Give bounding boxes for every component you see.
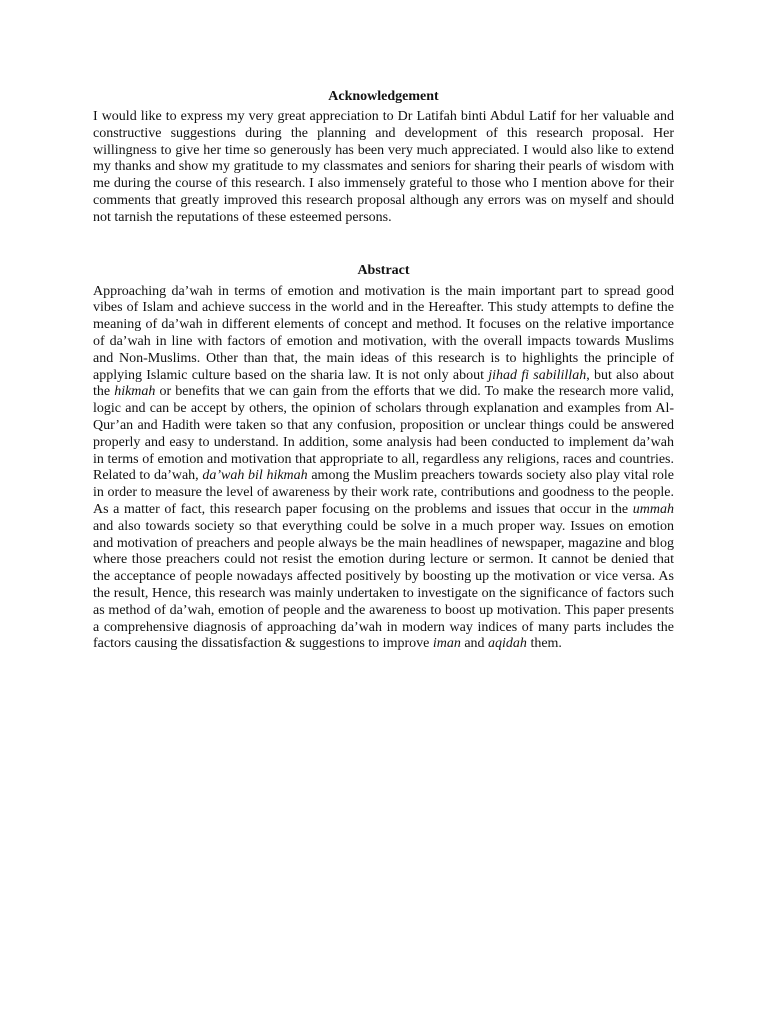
acknowledgement-paragraph: I would like to express my very great appreciation to Dr Latifah binti Abdul Latif for her valuable and constructive suggestions during the planning and development of this research proposal. Her willingness to give her time so generously has been very much appreciated. I would also like to extend my thanks and show my gratitude to my classmates and seniors for sharing their pearls of wisdom with me during the course of this research. I also immensely grateful to those who I mention above for their comments that greatly improved this research proposal although any errors was on myself and should not tarnish the reputations of these esteemed persons. bbox=[93, 109, 674, 225]
document-page bbox=[93, 87, 674, 653]
abstract-segment: or benefits that we can gain from the efforts that we did. To make the research more valid, logic and can be accept by others, the opinion of scholars through explanation and examples from Al-Qur’an and Hadith were taken so that any confusion, proposition or unclear things could be answered properly and easy to understand. In addition, some analysis had been conducted to implement da’wah in terms of emotion and motivation that appropriate to all, regardless any religions, races and countries. Related to da’wah, bbox=[93, 384, 674, 484]
abstract-paragraph bbox=[93, 284, 674, 654]
abstract-segment: , but also about the bbox=[93, 367, 674, 400]
abstract-heading: Abstract bbox=[357, 262, 410, 278]
abstract-segment-italic: jihad fi sabilillah bbox=[488, 367, 587, 383]
abstract-segment-italic: hikmah bbox=[114, 384, 156, 400]
abstract-segment: among the Muslim preachers towards society also play vital role in order to measure the level of awareness by their work rate, contributions and goodness to the people. As a matter of fact, this research paper focusing on the problems and issues that occur in the bbox=[93, 468, 674, 517]
abstract-segment-italic: ummah bbox=[632, 501, 674, 517]
abstract-segment-italic: iman bbox=[432, 636, 461, 652]
abstract-segment: them. bbox=[526, 636, 562, 652]
abstract-segment: and also towards society so that everything could be solve in a much proper way. Issues on emotion and motivation of preachers and people always be the main headlines of newspaper, magazine and blog where those preachers could not resist the emotion during lecture or sermon. It cannot be denied that the acceptance of people nowadays affected positively by boosting up the motivation or vice versa. As the result, Hence, this research was mainly undertaken to investigate on the significance of factors such as method of da’wah, emotion of people and the awareness to boost up motivation. This paper presents a comprehensive diagnosis of approaching da’wah in modern way indices of many parts includes the factors causing the dissatisfaction & suggestions to improve bbox=[93, 518, 674, 652]
abstract-segment: and bbox=[460, 636, 489, 652]
abstract-segment-italic: aqidah bbox=[488, 636, 527, 652]
abstract-segment: Approaching da’wah in terms of emotion and motivation is the main important part to spread good vibes of Islam and achieve success in the world and in the Hereafter. This study attempts to define the meaning of da’wah in different elements of concept and method. It focuses on the relative importance of da’wah in line with factors of emotion and motivation, with the overall impacts towards Muslims and Non-Muslims. Other than that, the main ideas of this research is to highlights the principle of applying Islamic culture based on the sharia law. It is not only about bbox=[93, 283, 674, 383]
abstract-segment-italic: da’wah bil hikmah bbox=[202, 468, 308, 484]
acknowledgement-heading: Acknowledgement bbox=[328, 89, 439, 104]
